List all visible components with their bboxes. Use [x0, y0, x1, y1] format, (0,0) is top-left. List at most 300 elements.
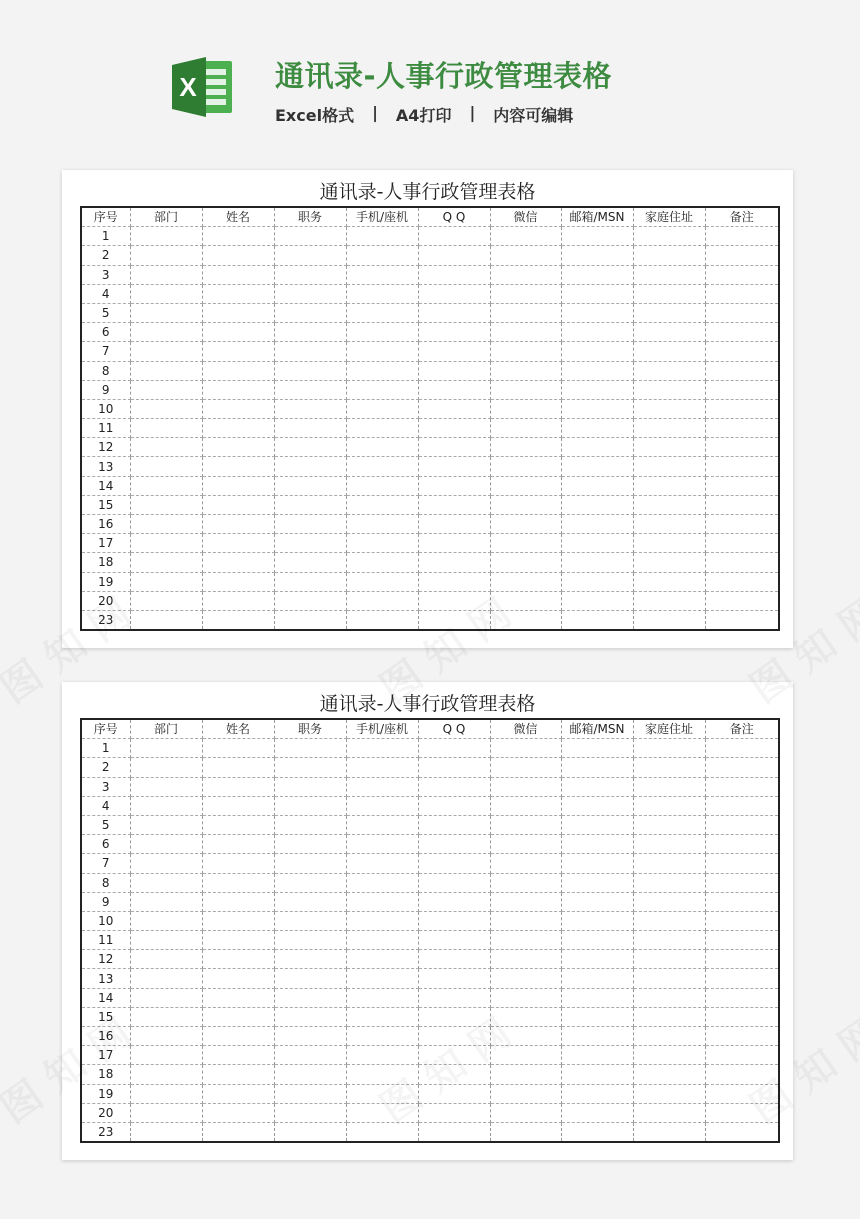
- table-cell[interactable]: [346, 438, 418, 457]
- table-cell[interactable]: [130, 835, 202, 854]
- table-cell[interactable]: [202, 1084, 274, 1103]
- table-cell[interactable]: [633, 1007, 705, 1026]
- table-cell[interactable]: [705, 1065, 779, 1084]
- table-cell[interactable]: [633, 323, 705, 342]
- table-cell[interactable]: [705, 911, 779, 930]
- table-cell[interactable]: [418, 1103, 490, 1122]
- table-cell[interactable]: [130, 399, 202, 418]
- table-cell[interactable]: [418, 988, 490, 1007]
- table-cell[interactable]: [418, 284, 490, 303]
- table-cell[interactable]: [490, 610, 561, 630]
- table-cell[interactable]: [418, 1027, 490, 1046]
- table-cell[interactable]: [274, 284, 346, 303]
- table-cell[interactable]: [490, 969, 561, 988]
- table-cell[interactable]: [561, 553, 633, 572]
- table-cell[interactable]: [490, 1027, 561, 1046]
- table-cell[interactable]: [490, 265, 561, 284]
- table-cell[interactable]: [418, 1065, 490, 1084]
- table-cell[interactable]: [418, 591, 490, 610]
- table-cell[interactable]: [418, 969, 490, 988]
- table-cell[interactable]: [130, 246, 202, 265]
- table-cell[interactable]: [705, 969, 779, 988]
- table-cell[interactable]: [418, 931, 490, 950]
- table-cell[interactable]: [633, 246, 705, 265]
- table-cell[interactable]: [346, 610, 418, 630]
- table-cell[interactable]: [130, 988, 202, 1007]
- table-cell[interactable]: [346, 835, 418, 854]
- table-cell[interactable]: [274, 931, 346, 950]
- table-cell[interactable]: [490, 1065, 561, 1084]
- table-cell[interactable]: [130, 515, 202, 534]
- table-cell[interactable]: [130, 931, 202, 950]
- table-cell[interactable]: [705, 988, 779, 1007]
- table-cell[interactable]: [705, 380, 779, 399]
- table-cell[interactable]: [705, 342, 779, 361]
- table-cell[interactable]: [418, 227, 490, 246]
- table-cell[interactable]: [490, 534, 561, 553]
- table-cell[interactable]: [561, 610, 633, 630]
- table-cell[interactable]: [346, 419, 418, 438]
- table-cell[interactable]: [130, 534, 202, 553]
- table-cell[interactable]: [705, 534, 779, 553]
- table-cell[interactable]: [633, 796, 705, 815]
- table-cell[interactable]: [130, 495, 202, 514]
- table-cell[interactable]: [705, 476, 779, 495]
- table-cell[interactable]: [202, 796, 274, 815]
- table-cell[interactable]: [633, 815, 705, 834]
- table-cell[interactable]: [346, 323, 418, 342]
- table-cell[interactable]: [561, 815, 633, 834]
- table-cell[interactable]: [633, 835, 705, 854]
- table-cell[interactable]: [490, 911, 561, 930]
- table-cell[interactable]: [418, 515, 490, 534]
- table-cell[interactable]: [490, 457, 561, 476]
- table-cell[interactable]: [202, 476, 274, 495]
- table-cell[interactable]: [490, 495, 561, 514]
- table-cell[interactable]: [705, 1122, 779, 1142]
- table-cell[interactable]: [561, 495, 633, 514]
- table-cell[interactable]: [633, 438, 705, 457]
- table-cell[interactable]: [346, 265, 418, 284]
- table-cell[interactable]: [346, 758, 418, 777]
- table-cell[interactable]: [705, 495, 779, 514]
- table-cell[interactable]: [346, 854, 418, 873]
- table-cell[interactable]: [705, 1027, 779, 1046]
- table-cell[interactable]: [130, 265, 202, 284]
- table-cell[interactable]: [346, 988, 418, 1007]
- table-cell[interactable]: [346, 553, 418, 572]
- table-cell[interactable]: [130, 777, 202, 796]
- table-cell[interactable]: [130, 438, 202, 457]
- table-cell[interactable]: [633, 1065, 705, 1084]
- table-cell[interactable]: [130, 323, 202, 342]
- table-cell[interactable]: [705, 854, 779, 873]
- table-cell[interactable]: [490, 950, 561, 969]
- table-cell[interactable]: [418, 553, 490, 572]
- table-cell[interactable]: [274, 873, 346, 892]
- table-cell[interactable]: [274, 969, 346, 988]
- table-cell[interactable]: [202, 303, 274, 322]
- table-cell[interactable]: [418, 610, 490, 630]
- table-cell[interactable]: [274, 438, 346, 457]
- table-cell[interactable]: [202, 873, 274, 892]
- table-cell[interactable]: [633, 303, 705, 322]
- table-cell[interactable]: [202, 892, 274, 911]
- table-cell[interactable]: [346, 284, 418, 303]
- table-cell[interactable]: [202, 1103, 274, 1122]
- table-cell[interactable]: [274, 911, 346, 930]
- table-cell[interactable]: [130, 892, 202, 911]
- table-cell[interactable]: [705, 553, 779, 572]
- table-cell[interactable]: [346, 361, 418, 380]
- table-cell[interactable]: [274, 227, 346, 246]
- table-cell[interactable]: [418, 246, 490, 265]
- table-cell[interactable]: [346, 1103, 418, 1122]
- table-cell[interactable]: [130, 815, 202, 834]
- table-cell[interactable]: [705, 227, 779, 246]
- table-cell[interactable]: [633, 1046, 705, 1065]
- table-cell[interactable]: [274, 1084, 346, 1103]
- table-cell[interactable]: [274, 534, 346, 553]
- table-cell[interactable]: [561, 1084, 633, 1103]
- table-cell[interactable]: [418, 399, 490, 418]
- table-cell[interactable]: [274, 495, 346, 514]
- table-cell[interactable]: [346, 591, 418, 610]
- table-cell[interactable]: [705, 873, 779, 892]
- table-cell[interactable]: [202, 758, 274, 777]
- table-cell[interactable]: [274, 1007, 346, 1026]
- table-cell[interactable]: [490, 1103, 561, 1122]
- table-cell[interactable]: [130, 739, 202, 758]
- table-cell[interactable]: [202, 988, 274, 1007]
- table-cell[interactable]: [561, 911, 633, 930]
- table-cell[interactable]: [633, 931, 705, 950]
- table-cell[interactable]: [202, 854, 274, 873]
- table-cell[interactable]: [130, 1103, 202, 1122]
- table-cell[interactable]: [346, 777, 418, 796]
- table-cell[interactable]: [561, 950, 633, 969]
- table-cell[interactable]: [202, 534, 274, 553]
- table-cell[interactable]: [346, 1027, 418, 1046]
- table-cell[interactable]: [561, 572, 633, 591]
- table-cell[interactable]: [633, 534, 705, 553]
- table-cell[interactable]: [633, 988, 705, 1007]
- table-cell[interactable]: [561, 892, 633, 911]
- table-cell[interactable]: [490, 988, 561, 1007]
- table-cell[interactable]: [274, 739, 346, 758]
- table-cell[interactable]: [490, 758, 561, 777]
- table-cell[interactable]: [490, 1007, 561, 1026]
- table-cell[interactable]: [561, 796, 633, 815]
- table-cell[interactable]: [202, 969, 274, 988]
- table-cell[interactable]: [418, 419, 490, 438]
- table-cell[interactable]: [418, 758, 490, 777]
- table-cell[interactable]: [202, 610, 274, 630]
- table-cell[interactable]: [561, 361, 633, 380]
- table-cell[interactable]: [490, 553, 561, 572]
- table-cell[interactable]: [418, 572, 490, 591]
- table-cell[interactable]: [490, 284, 561, 303]
- table-cell[interactable]: [490, 361, 561, 380]
- table-cell[interactable]: [561, 227, 633, 246]
- table-cell[interactable]: [561, 476, 633, 495]
- table-cell[interactable]: [633, 758, 705, 777]
- table-cell[interactable]: [274, 342, 346, 361]
- table-cell[interactable]: [202, 1122, 274, 1142]
- table-cell[interactable]: [633, 419, 705, 438]
- table-cell[interactable]: [418, 873, 490, 892]
- table-cell[interactable]: [274, 246, 346, 265]
- table-cell[interactable]: [130, 1084, 202, 1103]
- table-cell[interactable]: [202, 572, 274, 591]
- table-cell[interactable]: [561, 323, 633, 342]
- table-cell[interactable]: [561, 246, 633, 265]
- table-cell[interactable]: [130, 303, 202, 322]
- table-cell[interactable]: [346, 476, 418, 495]
- table-cell[interactable]: [490, 438, 561, 457]
- table-cell[interactable]: [202, 265, 274, 284]
- table-cell[interactable]: [346, 911, 418, 930]
- table-cell[interactable]: [202, 1046, 274, 1065]
- table-cell[interactable]: [130, 758, 202, 777]
- table-cell[interactable]: [561, 284, 633, 303]
- table-cell[interactable]: [705, 1007, 779, 1026]
- table-cell[interactable]: [633, 399, 705, 418]
- table-cell[interactable]: [418, 1007, 490, 1026]
- table-cell[interactable]: [561, 1027, 633, 1046]
- table-cell[interactable]: [705, 515, 779, 534]
- table-cell[interactable]: [130, 572, 202, 591]
- table-cell[interactable]: [418, 265, 490, 284]
- table-cell[interactable]: [705, 572, 779, 591]
- table-cell[interactable]: [490, 739, 561, 758]
- table-cell[interactable]: [274, 515, 346, 534]
- table-cell[interactable]: [130, 873, 202, 892]
- table-cell[interactable]: [705, 438, 779, 457]
- table-cell[interactable]: [705, 1103, 779, 1122]
- table-cell[interactable]: [346, 572, 418, 591]
- table-cell[interactable]: [130, 553, 202, 572]
- table-cell[interactable]: [490, 572, 561, 591]
- table-cell[interactable]: [418, 342, 490, 361]
- table-cell[interactable]: [202, 777, 274, 796]
- table-cell[interactable]: [561, 1007, 633, 1026]
- table-cell[interactable]: [418, 495, 490, 514]
- table-cell[interactable]: [130, 950, 202, 969]
- table-cell[interactable]: [418, 476, 490, 495]
- table-cell[interactable]: [705, 610, 779, 630]
- table-cell[interactable]: [561, 854, 633, 873]
- table-cell[interactable]: [561, 777, 633, 796]
- table-cell[interactable]: [705, 777, 779, 796]
- table-cell[interactable]: [490, 931, 561, 950]
- table-cell[interactable]: [490, 1046, 561, 1065]
- table-cell[interactable]: [346, 969, 418, 988]
- table-cell[interactable]: [418, 739, 490, 758]
- table-cell[interactable]: [561, 835, 633, 854]
- table-cell[interactable]: [705, 323, 779, 342]
- table-cell[interactable]: [490, 227, 561, 246]
- table-cell[interactable]: [346, 1065, 418, 1084]
- table-cell[interactable]: [418, 323, 490, 342]
- table-cell[interactable]: [346, 931, 418, 950]
- table-cell[interactable]: [561, 399, 633, 418]
- table-cell[interactable]: [274, 457, 346, 476]
- table-cell[interactable]: [274, 1065, 346, 1084]
- table-cell[interactable]: [202, 380, 274, 399]
- table-cell[interactable]: [633, 911, 705, 930]
- table-cell[interactable]: [346, 399, 418, 418]
- table-cell[interactable]: [490, 796, 561, 815]
- table-cell[interactable]: [202, 911, 274, 930]
- table-cell[interactable]: [418, 835, 490, 854]
- table-cell[interactable]: [490, 777, 561, 796]
- table-cell[interactable]: [130, 1046, 202, 1065]
- table-cell[interactable]: [274, 835, 346, 854]
- table-cell[interactable]: [274, 777, 346, 796]
- table-cell[interactable]: [274, 1046, 346, 1065]
- table-cell[interactable]: [346, 342, 418, 361]
- table-cell[interactable]: [633, 1084, 705, 1103]
- table-cell[interactable]: [130, 419, 202, 438]
- table-cell[interactable]: [274, 815, 346, 834]
- table-cell[interactable]: [490, 854, 561, 873]
- table-cell[interactable]: [561, 739, 633, 758]
- table-cell[interactable]: [633, 1103, 705, 1122]
- table-cell[interactable]: [633, 265, 705, 284]
- table-cell[interactable]: [202, 495, 274, 514]
- table-cell[interactable]: [705, 399, 779, 418]
- table-cell[interactable]: [418, 380, 490, 399]
- table-cell[interactable]: [561, 265, 633, 284]
- table-cell[interactable]: [561, 591, 633, 610]
- table-cell[interactable]: [202, 835, 274, 854]
- table-cell[interactable]: [490, 342, 561, 361]
- table-cell[interactable]: [705, 361, 779, 380]
- table-cell[interactable]: [274, 988, 346, 1007]
- table-cell[interactable]: [274, 854, 346, 873]
- table-cell[interactable]: [274, 419, 346, 438]
- table-cell[interactable]: [202, 284, 274, 303]
- table-cell[interactable]: [490, 1122, 561, 1142]
- table-cell[interactable]: [346, 227, 418, 246]
- table-cell[interactable]: [490, 591, 561, 610]
- table-cell[interactable]: [418, 1084, 490, 1103]
- table-cell[interactable]: [274, 1103, 346, 1122]
- table-cell[interactable]: [202, 457, 274, 476]
- table-cell[interactable]: [705, 246, 779, 265]
- table-cell[interactable]: [633, 227, 705, 246]
- table-cell[interactable]: [490, 515, 561, 534]
- table-cell[interactable]: [633, 380, 705, 399]
- table-cell[interactable]: [274, 796, 346, 815]
- table-cell[interactable]: [633, 969, 705, 988]
- table-cell[interactable]: [633, 457, 705, 476]
- table-cell[interactable]: [274, 553, 346, 572]
- table-cell[interactable]: [561, 873, 633, 892]
- table-cell[interactable]: [130, 591, 202, 610]
- table-cell[interactable]: [490, 815, 561, 834]
- table-cell[interactable]: [274, 361, 346, 380]
- table-cell[interactable]: [490, 419, 561, 438]
- table-cell[interactable]: [490, 399, 561, 418]
- table-cell[interactable]: [202, 323, 274, 342]
- table-cell[interactable]: [274, 758, 346, 777]
- table-cell[interactable]: [274, 476, 346, 495]
- table-cell[interactable]: [418, 777, 490, 796]
- table-cell[interactable]: [130, 610, 202, 630]
- table-cell[interactable]: [274, 1122, 346, 1142]
- table-cell[interactable]: [633, 1027, 705, 1046]
- table-cell[interactable]: [418, 892, 490, 911]
- table-cell[interactable]: [633, 495, 705, 514]
- table-cell[interactable]: [705, 931, 779, 950]
- table-cell[interactable]: [418, 796, 490, 815]
- table-cell[interactable]: [130, 1122, 202, 1142]
- table-cell[interactable]: [633, 361, 705, 380]
- table-cell[interactable]: [561, 534, 633, 553]
- table-cell[interactable]: [490, 246, 561, 265]
- table-cell[interactable]: [274, 950, 346, 969]
- table-cell[interactable]: [202, 246, 274, 265]
- table-cell[interactable]: [202, 419, 274, 438]
- table-cell[interactable]: [418, 950, 490, 969]
- table-cell[interactable]: [346, 815, 418, 834]
- table-cell[interactable]: [418, 911, 490, 930]
- table-cell[interactable]: [418, 361, 490, 380]
- table-cell[interactable]: [202, 1027, 274, 1046]
- table-cell[interactable]: [202, 227, 274, 246]
- table-cell[interactable]: [202, 361, 274, 380]
- table-cell[interactable]: [130, 911, 202, 930]
- table-cell[interactable]: [202, 1065, 274, 1084]
- table-cell[interactable]: [346, 892, 418, 911]
- table-cell[interactable]: [202, 553, 274, 572]
- table-cell[interactable]: [418, 815, 490, 834]
- table-cell[interactable]: [346, 495, 418, 514]
- table-cell[interactable]: [633, 342, 705, 361]
- table-cell[interactable]: [490, 303, 561, 322]
- table-cell[interactable]: [418, 1122, 490, 1142]
- table-cell[interactable]: [561, 342, 633, 361]
- table-cell[interactable]: [130, 476, 202, 495]
- table-cell[interactable]: [490, 873, 561, 892]
- table-cell[interactable]: [346, 380, 418, 399]
- table-cell[interactable]: [274, 265, 346, 284]
- table-cell[interactable]: [130, 1007, 202, 1026]
- table-cell[interactable]: [202, 1007, 274, 1026]
- table-cell[interactable]: [202, 591, 274, 610]
- table-cell[interactable]: [130, 1065, 202, 1084]
- table-cell[interactable]: [633, 1122, 705, 1142]
- table-cell[interactable]: [346, 246, 418, 265]
- table-cell[interactable]: [633, 777, 705, 796]
- table-cell[interactable]: [705, 892, 779, 911]
- table-cell[interactable]: [561, 931, 633, 950]
- table-cell[interactable]: [130, 854, 202, 873]
- table-cell[interactable]: [418, 457, 490, 476]
- table-cell[interactable]: [633, 591, 705, 610]
- table-cell[interactable]: [633, 553, 705, 572]
- table-cell[interactable]: [346, 1007, 418, 1026]
- table-cell[interactable]: [130, 796, 202, 815]
- table-cell[interactable]: [130, 457, 202, 476]
- table-cell[interactable]: [346, 950, 418, 969]
- table-cell[interactable]: [202, 515, 274, 534]
- table-cell[interactable]: [633, 854, 705, 873]
- table-cell[interactable]: [490, 835, 561, 854]
- table-cell[interactable]: [346, 457, 418, 476]
